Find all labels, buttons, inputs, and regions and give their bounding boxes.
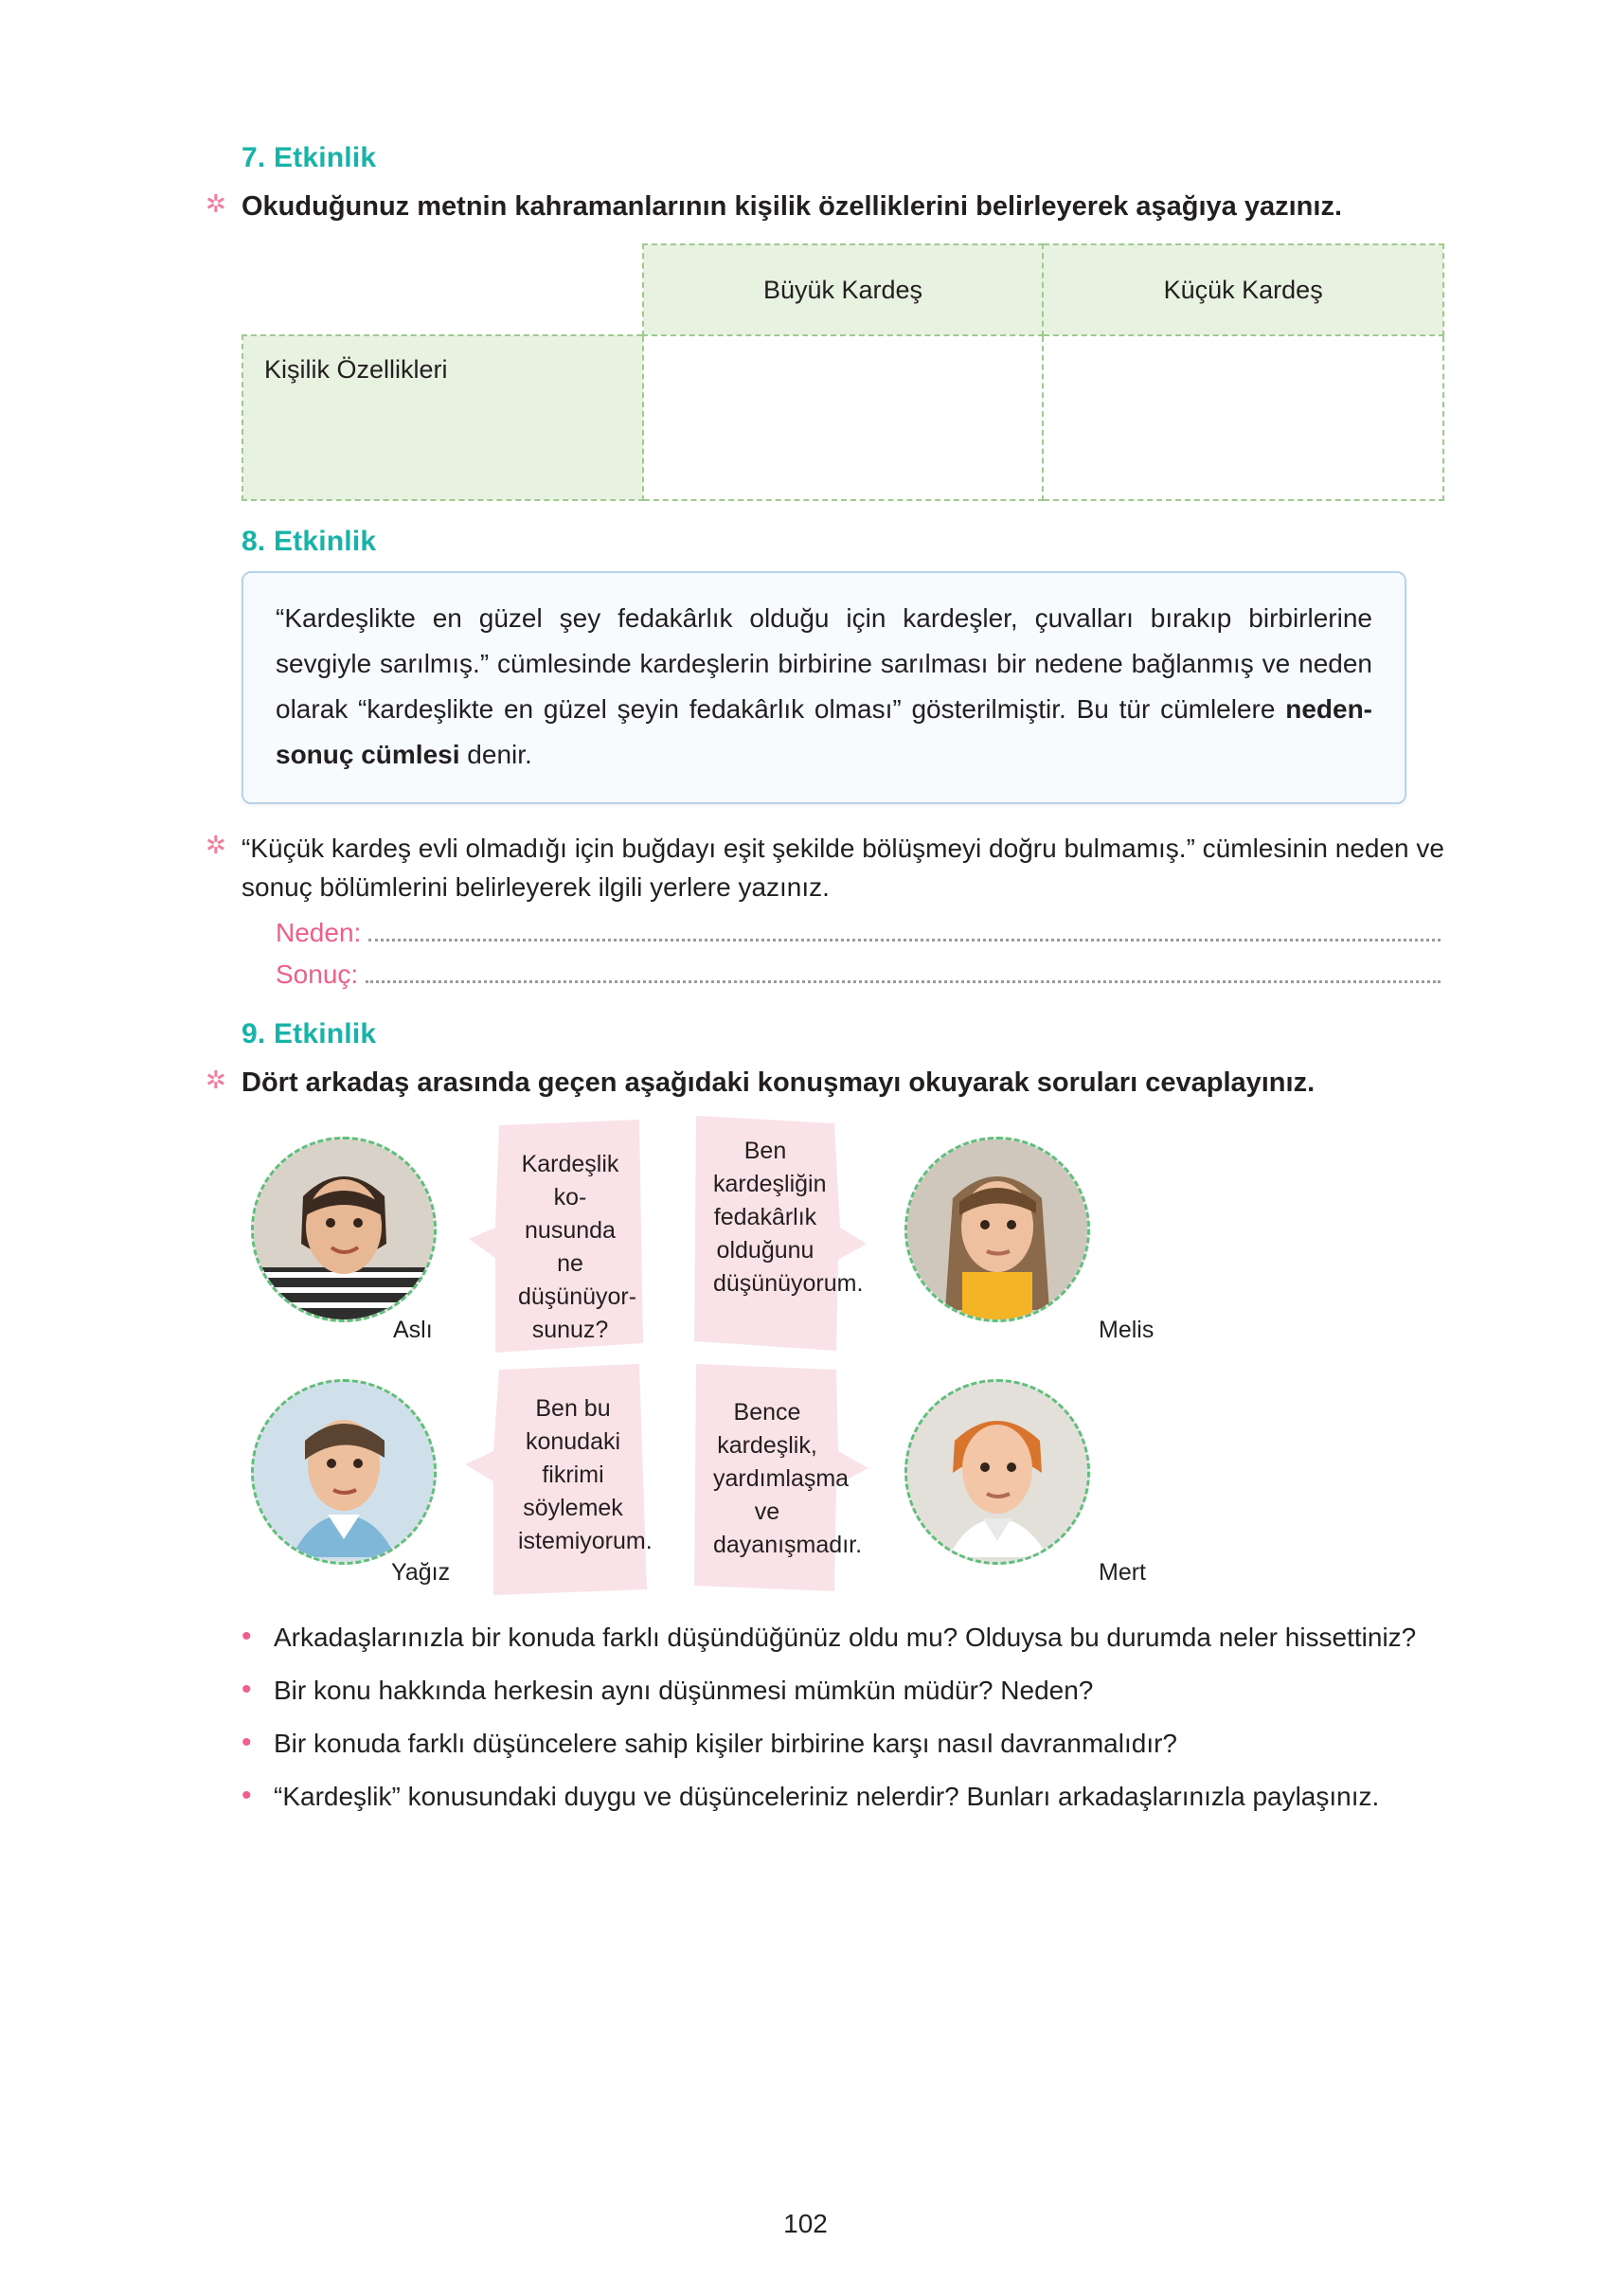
activity-9-question-list	[242, 1618, 1450, 1817]
avatar-mert-photo	[907, 1382, 1087, 1562]
bubble-line: Ben	[743, 1138, 787, 1164]
bubble-line: fedakârlık	[713, 1204, 817, 1230]
activity-7-title: 7. Etkinlik	[242, 142, 377, 173]
field-sonuc	[276, 958, 1441, 990]
bubble-line: Ben bu	[535, 1395, 611, 1422]
bubble-line: ne düşünüyor-	[518, 1250, 637, 1310]
bubble-line: kardeşliğin	[713, 1171, 827, 1197]
table-row-header-traits: Kişilik Özellikleri	[242, 335, 643, 500]
question-text: Arkadaşlarınızla bir konuda farklı düşündüğünüz oldu mu? Olduysa bu durumda neler hissettiniz?	[274, 1623, 1417, 1652]
bubble-text-melis	[698, 1121, 864, 1314]
caption-yagiz: Yağız	[391, 1559, 451, 1586]
bubble-text-mert	[698, 1383, 863, 1575]
dot-bullet-icon: •	[242, 1674, 252, 1705]
table-answer-cell-big-sibling[interactable]	[643, 335, 1044, 500]
caption-mert: Mert	[1099, 1559, 1146, 1586]
table-answer-cell-little-sibling[interactable]	[1043, 335, 1443, 500]
field-neden-input[interactable]	[368, 916, 1441, 942]
page-number: 102	[783, 2209, 828, 2238]
field-neden	[276, 916, 1441, 948]
question-text: “Kardeşlik” konusundaki duygu ve düşünceleriniz nelerdir? Bunları arkadaşlarınızla paylaşınız.	[274, 1782, 1380, 1811]
bubble-line: nusunda	[525, 1217, 616, 1244]
info-text-part-2: denir.	[459, 740, 532, 769]
list-item	[242, 1777, 1450, 1817]
avatar-mert	[904, 1379, 1090, 1565]
activity-9-instruction-row	[206, 1064, 1450, 1103]
activity-7-instruction-row	[206, 188, 1450, 226]
question-text: Bir konuda farklı düşüncelere sahip kişiler birbirine karşı nasıl davranmalıdır?	[274, 1729, 1177, 1758]
bubble-line: dayanışmadır.	[713, 1532, 863, 1558]
avatar-melis-photo	[907, 1139, 1087, 1319]
dot-bullet-icon: •	[242, 1727, 252, 1758]
question-text: Bir konu hakkında herkesin aynı düşünmesi mümkün müdür? Neden?	[274, 1676, 1094, 1705]
activity-8-instruction-row	[206, 829, 1450, 906]
bubble-line: yardımlaşma	[713, 1465, 850, 1492]
table-corner-cell	[242, 244, 643, 335]
table-row	[242, 335, 1443, 500]
avatar-yagiz	[251, 1379, 437, 1565]
activity-7-instruction: Okuduğunuz metnin kahramanlarının kişilik özelliklerini belirleyerek aşağıya yazınız.	[242, 191, 1343, 222]
avatar-yagiz-photo	[254, 1382, 434, 1562]
table-col-header-big-sibling: Büyük Kardeş	[643, 244, 1044, 335]
list-item	[242, 1724, 1450, 1764]
bubble-line: Bence	[733, 1399, 801, 1426]
table-col-header-little-sibling: Küçük Kardeş	[1043, 244, 1443, 335]
info-box-text	[276, 596, 1372, 778]
list-item	[242, 1671, 1450, 1711]
bubble-line: olduğunu	[716, 1237, 814, 1264]
bubble-line: ve	[754, 1498, 780, 1525]
activity-9-instruction: Dört arkadaş arasında geçen aşağıdaki konuşmayı okuyarak soruları cevaplayınız.	[242, 1067, 1316, 1098]
dot-bullet-icon: •	[242, 1780, 252, 1811]
list-item	[242, 1618, 1450, 1658]
bubble-line: Kardeşlik ko-	[521, 1151, 619, 1211]
info-box-cause-effect	[242, 571, 1406, 804]
dot-bullet-icon: •	[242, 1621, 252, 1652]
info-text-part-1: “Kardeşlikte en güzel şey fedakârlık olduğu için kardeşler, çuvalları bırakıp birbirlerine sevgiyle sarılmış.” cümlesinde kardeşlerin birbirine sarılması bir nedene bağlanmış ve neden olarak “kardeşlikte en güzel şeyin fedakârlık olması” gösterilmiştir. Bu tür cümlelere	[276, 603, 1372, 724]
caption-asli: Aslı	[393, 1317, 433, 1343]
bubble-line: istemiyorum.	[518, 1528, 653, 1554]
table-header-row	[242, 244, 1443, 335]
flower-bullet-icon: ✲	[206, 1066, 226, 1094]
bubble-line: konudaki	[525, 1428, 621, 1455]
bubble-text-yagiz	[503, 1379, 653, 1571]
activity-8-title: 8. Etkinlik	[242, 526, 377, 557]
bubble-line: sunuz?	[531, 1317, 609, 1343]
flower-bullet-icon: ✲	[206, 831, 226, 859]
bubble-line: fikrimi	[542, 1462, 604, 1488]
bubble-text-asli	[503, 1135, 637, 1360]
avatar-asli	[251, 1137, 437, 1322]
bubble-line: söylemek	[523, 1495, 623, 1521]
activity-9-title: 9. Etkinlik	[242, 1018, 377, 1049]
info-text-bold-term: neden-sonuç cümlesi	[276, 694, 1372, 769]
field-sonuc-label: Sonuç:	[276, 960, 359, 989]
avatar-melis	[904, 1137, 1090, 1322]
field-neden-label: Neden:	[276, 918, 362, 947]
avatar-asli-photo	[254, 1139, 434, 1319]
activity-8-instruction: “Küçük kardeş evli olmadığı için buğdayı eşit şekilde bölüşmeyi doğru bulmamış.” cümlesinin neden ve sonuç bölümlerini belirleyerek ilgili yerlere yazınız.	[242, 834, 1444, 902]
dialogue-illustration	[242, 1116, 1444, 1608]
caption-melis: Melis	[1099, 1317, 1155, 1343]
flower-bullet-icon: ✲	[206, 189, 226, 218]
field-sonuc-input[interactable]	[366, 958, 1441, 983]
personality-traits-table	[242, 243, 1444, 501]
bubble-line: düşünüyorum.	[713, 1270, 864, 1297]
bubble-line: kardeşlik,	[717, 1432, 817, 1459]
